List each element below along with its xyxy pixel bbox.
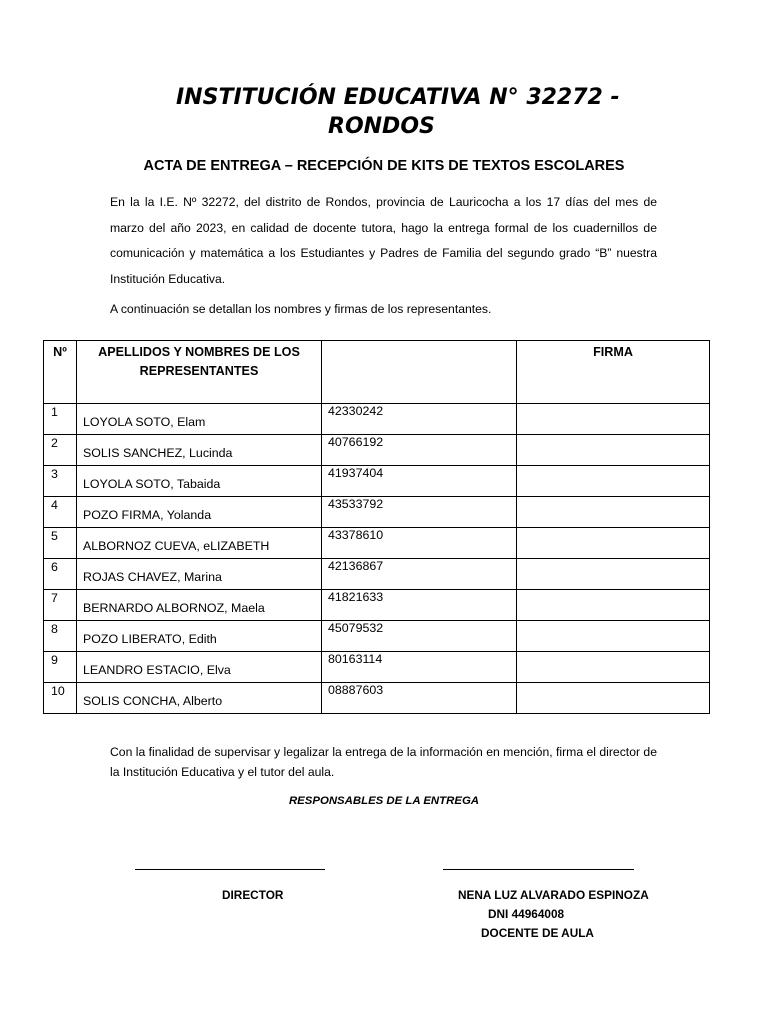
row-number: 10 [51,684,65,698]
signature-cell [517,621,710,652]
representative-dni: 41821633 [328,590,384,604]
signature-cell [517,683,710,714]
row-number: 3 [51,467,58,481]
signature-cell [517,466,710,497]
row-dni-cell [322,435,517,466]
row-name-cell [77,559,322,590]
table-row [44,590,710,621]
row-dni-cell [322,559,517,590]
row-number: 8 [51,622,58,636]
signature-cell [517,590,710,621]
row-dni-cell [322,590,517,621]
row-number: 1 [51,405,58,419]
row-number: 7 [51,591,58,605]
representative-dni: 43533792 [328,497,384,511]
signature-cell [517,497,710,528]
table-row [44,497,710,528]
signature-cell [517,559,710,590]
closing-paragraph: Con la finalidad de supervisar y legalizar la entrega de la información en mención, firma el director de la Institución Educativa y el tutor del aula. [110,745,657,779]
row-num-cell [44,590,77,621]
table-row [44,466,710,497]
signature-cell [517,404,710,435]
row-num-cell [44,652,77,683]
table-row [44,559,710,590]
teacher-role: DOCENTE DE AULA [481,926,594,940]
row-dni-cell [322,683,517,714]
representative-dni: 08887603 [328,683,384,697]
row-number: 2 [51,436,58,450]
title-line-2: RONDOS [328,114,435,139]
row-number: 5 [51,529,58,543]
row-num-cell [44,404,77,435]
row-number: 9 [51,653,58,667]
header-dni [322,341,517,404]
representative-dni: 40766192 [328,435,384,449]
row-num-cell [44,435,77,466]
row-num-cell [44,559,77,590]
row-num-cell [44,466,77,497]
responsables-heading: RESPONSABLES DE LA ENTREGA [288,795,480,807]
row-number: 6 [51,560,58,574]
row-name-cell [77,466,322,497]
row-name-cell [77,497,322,528]
intro-paragraph: En la la I.E. Nº 32272, del distrito de Rondos, provincia de Lauricocha a los 17 días del mes de marzo del año 2023, en calidad de docente tutora, hago la entrega formal de los cuadernillos de comunicación y matemática a los Estudiantes y Padres de Familia del segundo grado “B” nuestra Institución Educativa. [110,195,657,287]
table-row [44,404,710,435]
row-name-cell [77,435,322,466]
representative-name: SOLIS CONCHA, Alberto [83,694,223,708]
representative-dni: 42330242 [328,404,384,418]
table-header-row [44,341,710,404]
teacher-name: NENA LUZ ALVARADO ESPINOZA [458,888,649,902]
representative-name: POZO FIRMA, Yolanda [83,508,212,522]
signature-cell [517,528,710,559]
row-dni-cell [322,497,517,528]
row-name-cell [77,590,322,621]
representatives-table [43,340,710,714]
representative-dni: 42136867 [328,559,384,573]
signature-cell [517,652,710,683]
row-dni-cell [322,404,517,435]
representative-name: LEANDRO ESTACIO, Elva [83,663,231,677]
row-dni-cell [322,528,517,559]
table-row [44,652,710,683]
row-num-cell [44,683,77,714]
row-name-cell [77,683,322,714]
representative-dni: 41937404 [328,466,384,480]
representative-dni: 43378610 [328,528,384,542]
document-subtitle: ACTA DE ENTREGA – RECEPCIÓN DE KITS DE TEXTOS ESCOLARES [143,158,625,174]
row-num-cell [44,528,77,559]
row-name-cell [77,621,322,652]
row-dni-cell [322,621,517,652]
table-row [44,621,710,652]
representative-dni: 45079532 [328,621,384,635]
signature-cell [517,435,710,466]
row-dni-cell [322,466,517,497]
teacher-dni: DNI 44964008 [488,907,565,921]
row-dni-cell [322,652,517,683]
header-firma: FIRMA [517,341,710,404]
table-row [44,435,710,466]
header-num: Nº [44,341,77,404]
table-row [44,683,710,714]
row-number: 4 [51,498,58,512]
director-signature-line [135,869,325,870]
representative-name: LOYOLA SOTO, Elam [83,415,206,429]
representative-dni: 80163114 [328,652,383,666]
representative-name: ROJAS CHAVEZ, Marina [83,570,222,584]
row-num-cell [44,497,77,528]
representative-name: POZO LIBERATO, Edith [83,632,217,646]
header-name: APELLIDOS Y NOMBRES DE LOS REPRESENTANTES [77,341,322,404]
title-line-1: INSTITUCIÓN EDUCATIVA N° 32272 - [176,85,620,110]
row-name-cell [77,404,322,435]
representative-name: BERNARDO ALBORNOZ, Maela [83,601,265,615]
table-body [44,404,710,714]
teacher-signature-line [443,869,634,870]
representative-name: ALBORNOZ CUEVA, eLIZABETH [83,539,270,553]
row-name-cell [77,652,322,683]
intro-paragraph-2: A continuación se detallan los nombres y firmas de los representantes. [110,302,492,316]
table-row [44,528,710,559]
row-num-cell [44,621,77,652]
director-label: DIRECTOR [222,888,284,902]
row-name-cell [77,528,322,559]
representative-name: SOLIS SANCHEZ, Lucinda [83,446,233,460]
representative-name: LOYOLA SOTO, Tabaida [83,477,221,491]
